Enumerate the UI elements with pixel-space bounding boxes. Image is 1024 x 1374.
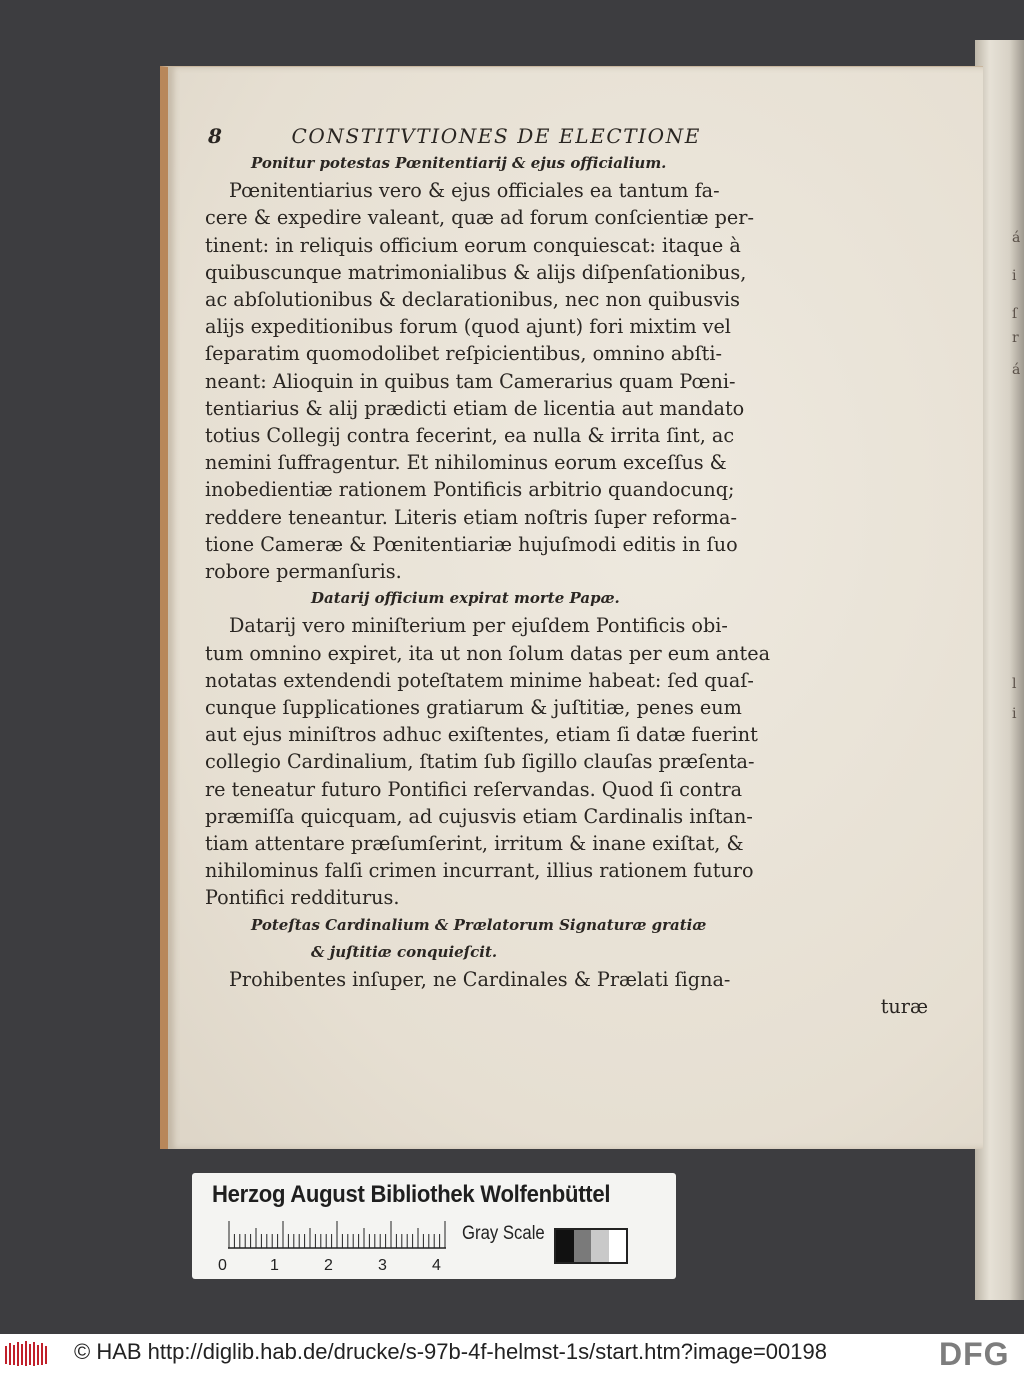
reference-card <box>192 1173 676 1279</box>
page-text <box>205 150 940 1021</box>
text-line: notatas extendendi poteſtatem minime habeat: ſed quaſ- <box>205 668 754 692</box>
ruler-number: 3 <box>378 1257 387 1274</box>
marginal-heading: Poteſtas Cardinalium & Prælatorum Signaturæ gratiæ <box>251 915 707 934</box>
text-line: Datarij vero miniſterium per ejuſdem Pontificis obi- <box>229 614 728 638</box>
edge-mark: l <box>1012 676 1017 692</box>
swatch-black <box>556 1230 574 1262</box>
edge-mark: ſ <box>1012 306 1018 322</box>
edge-mark: á <box>1012 230 1021 246</box>
text-line: tione Cameræ & Pœnitentiariæ hujuſmodi editis in ſuo <box>205 532 738 556</box>
text-line: inobedientiæ rationem Pontificis arbitrio quandocunq; <box>205 478 735 502</box>
marginal-heading: Ponitur potestas Pœnitentiarij & ejus officialium. <box>251 154 667 172</box>
swatch-light-gray <box>591 1230 609 1262</box>
edge-mark: r <box>1012 330 1019 346</box>
scale-ruler <box>228 1221 446 1249</box>
edge-mark: i <box>1012 706 1017 722</box>
hab-logo-icon <box>4 1340 48 1368</box>
text-line: quibuscunque matrimonialibus & alijs diſpenſationibus, <box>205 260 747 284</box>
text-line: tentiarius & alij prædicti etiam de licentia aut mandato <box>205 396 745 420</box>
copyright-url: © HAB http://diglib.hab.de/drucke/s-97b-4f-helmst-1s/start.htm?image=00198 <box>74 1339 827 1364</box>
edge-mark: á <box>1012 362 1021 378</box>
swatch-dark-gray <box>574 1230 592 1262</box>
text-line: ſeparatim quomodolibet reſpicientibus, omnino abſti- <box>205 342 723 366</box>
grayscale-swatches <box>554 1228 628 1264</box>
running-head-title: CONSTITVTIONES DE ELECTIONE <box>291 124 701 148</box>
text-line: turæ <box>880 995 928 1019</box>
running-head <box>208 124 938 148</box>
ruler-number: 4 <box>432 1257 441 1274</box>
text-line: Pontifici redditurus. <box>205 886 400 910</box>
text-line: cunque ſupplicationes gratiarum & juſtitiæ, penes eum <box>205 696 742 720</box>
text-line: cere & expedire valeant, quæ ad forum conſcientiæ per- <box>205 206 754 230</box>
text-line: reddere teneantur. Literis etiam noſtris ſuper reforma- <box>205 505 737 529</box>
text-line: Prohibentes inſuper, ne Cardinales & Prælati ſigna- <box>229 968 731 992</box>
text-line: robore permanſuris. <box>205 560 402 584</box>
footer-bar <box>0 1334 1024 1374</box>
text-line: neant: Alioquin in quibus tam Camerarius quam Pœni- <box>205 369 736 393</box>
text-line: nihilominus falſi crimen incurrant, illius rationem futuro <box>205 859 754 883</box>
ruler-number: 2 <box>324 1257 333 1274</box>
edge-mark: i <box>1012 268 1017 284</box>
dfg-logo: DFG <box>935 1336 1010 1373</box>
text-line: tiam attentare præſumſerint, irritum & inane exiſtat, & <box>205 832 744 856</box>
text-line: nemini ſuffragentur. Et nihilominus eorum exceſſus & <box>205 451 727 475</box>
text-line: re teneatur futuro Pontifici reſervandas. Quod ſi contra <box>205 777 743 801</box>
page-number: 8 <box>208 124 224 148</box>
ruler-number: 1 <box>270 1257 279 1274</box>
swatch-white <box>609 1230 627 1262</box>
text-line: tinent: in reliquis officium eorum conquiescat: itaque à <box>205 233 741 257</box>
text-line: collegio Cardinalium, ſtatim ſub ſigillo clauſas præſenta- <box>205 750 755 774</box>
marginal-heading: Datarij officium expirat morte Papæ. <box>311 589 620 608</box>
marginal-heading: & juſtitiæ conquieſcit. <box>311 942 498 961</box>
text-line: Pœnitentiarius vero & ejus officiales ea tantum fa- <box>229 179 720 203</box>
text-line: ac abſolutionibus & declarationibus, nec non quibusvis <box>205 288 740 312</box>
grayscale-label: Gray Scale <box>462 1223 545 1244</box>
library-name: Herzog August Bibliothek Wolfenbüttel <box>212 1181 611 1208</box>
text-line: tum omnino expiret, ita ut non ſolum datas per eum antea <box>205 641 771 665</box>
text-line: aut ejus miniſtros adhuc exiſtentes, etiam ſi datæ fuerint <box>205 723 758 747</box>
ruler-number: 0 <box>218 1257 227 1274</box>
text-line: præmiſſa quicquam, ad cujusvis etiam Cardinalis inſtan- <box>205 804 753 828</box>
text-line: alijs expeditionibus forum (quod ajunt) fori mixtim vel <box>205 315 731 339</box>
text-line: totius Collegij contra fecerint, ea nulla & irrita ſint, ac <box>205 424 735 448</box>
